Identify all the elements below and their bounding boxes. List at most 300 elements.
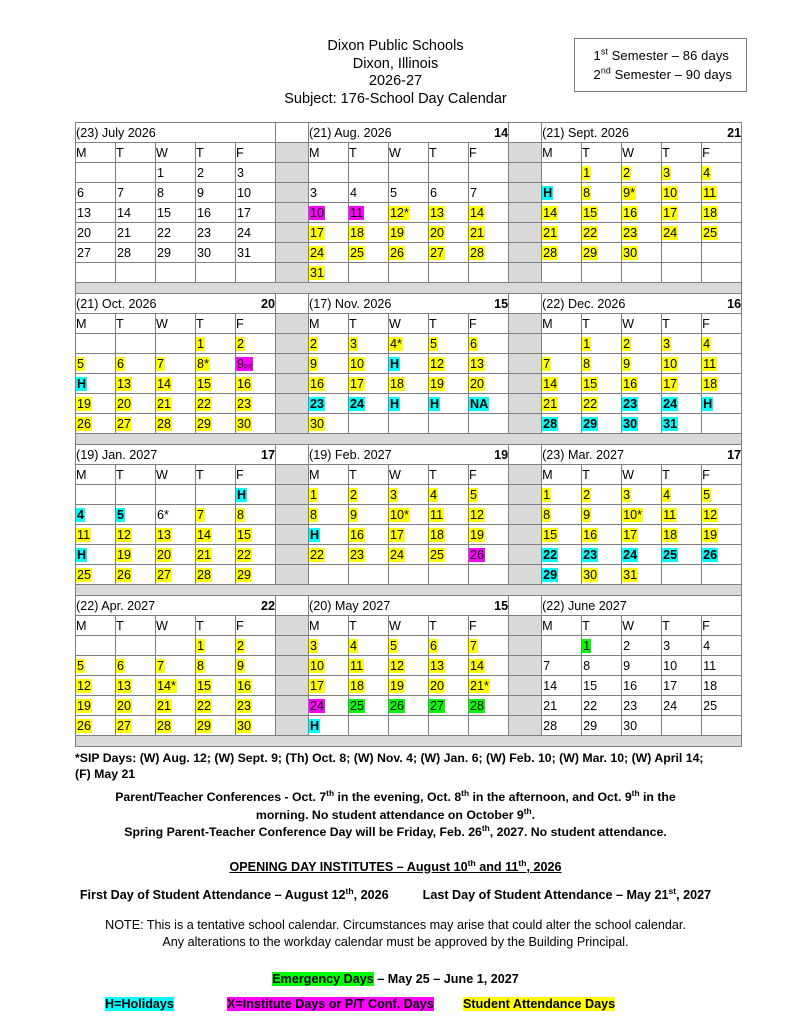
day-value: 4: [703, 336, 711, 351]
calendar-day-cell: [309, 696, 349, 716]
calendar-day-cell: [662, 394, 702, 414]
calendar-day-cell: [156, 485, 196, 505]
day-value: 23: [583, 547, 598, 562]
calendar-day-cell: [389, 374, 429, 394]
weekday-header: F: [702, 314, 742, 334]
calendar-day-cell: [702, 263, 742, 283]
weekday-header: F: [236, 616, 276, 636]
day-value: 9: [623, 658, 631, 673]
calendar-day-cell: [622, 636, 662, 656]
column-spacer: [276, 203, 309, 223]
calendar-day-cell: [196, 525, 236, 545]
calendar-day-cell: [702, 414, 742, 434]
month-name: (21) Oct. 2026: [76, 296, 157, 311]
day-value: 12: [77, 678, 92, 693]
day-value: 18: [703, 678, 718, 693]
calendar-day-cell: [349, 505, 389, 525]
calendar-day-cell: [349, 414, 389, 434]
day-value: 30: [237, 718, 252, 733]
day-value: 14: [470, 205, 485, 220]
week-row: [76, 203, 742, 223]
calendar-day-cell: [582, 565, 622, 585]
weekday-header: M: [76, 143, 116, 163]
day-value: 16: [623, 205, 638, 220]
day-value: 8: [583, 658, 591, 673]
calendar-day-cell: [196, 716, 236, 736]
calendar-day-cell: [622, 334, 662, 354]
note-line-2: Any alterations to the workday calendar must be approved by the Building Principal.: [162, 935, 629, 949]
week-row: [76, 505, 742, 525]
calendar-day-cell: [429, 334, 469, 354]
day-value: 25: [703, 225, 718, 240]
calendar-day-cell: [469, 565, 509, 585]
column-spacer: [509, 183, 542, 203]
day-value: 5: [117, 507, 125, 522]
day-value: 25: [350, 698, 365, 713]
day-value: 25: [430, 547, 445, 562]
day-value: 30: [310, 416, 325, 431]
calendar-day-cell: [662, 243, 702, 263]
day-value: 13: [470, 356, 485, 371]
calendar-day-cell: [429, 243, 469, 263]
day-value: 24: [350, 396, 365, 411]
day-value: 3: [663, 638, 671, 653]
day-value: H: [703, 396, 713, 411]
day-value: 20: [77, 225, 92, 240]
day-value: 19: [470, 527, 485, 542]
calendar-day-cell: [76, 374, 116, 394]
day-value: 27: [430, 698, 445, 713]
day-value: 1: [583, 638, 591, 653]
calendar-day-cell: [349, 223, 389, 243]
calendar-day-cell: [236, 223, 276, 243]
day-value: 3: [623, 487, 631, 502]
weekday-header: T: [582, 143, 622, 163]
day-value: 3: [390, 487, 398, 502]
day-value: H: [310, 527, 320, 542]
weekday-header: W: [622, 465, 662, 485]
semester-days-box: [574, 38, 747, 92]
day-value: 25: [703, 698, 718, 713]
month-title-row: [76, 123, 742, 143]
day-value: 7: [470, 185, 478, 200]
calendar-day-cell: [76, 636, 116, 656]
calendar-day-cell: [236, 354, 276, 374]
calendar-day-cell: [662, 183, 702, 203]
district-name: Dixon Public Schools: [327, 38, 464, 54]
day-value: 9: [197, 185, 205, 200]
day-value: 22: [197, 396, 212, 411]
calendar-day-cell: [116, 636, 156, 656]
column-spacer: [276, 616, 309, 636]
calendar-day-cell: [156, 636, 196, 656]
day-value: 11: [77, 527, 91, 542]
weekday-header: T: [116, 143, 156, 163]
week-row: [76, 243, 742, 263]
calendar-day-cell: [389, 565, 429, 585]
weekday-header: W: [389, 143, 429, 163]
day-value: 11: [350, 205, 364, 220]
day-value: 28: [157, 416, 172, 431]
day-value: 11: [350, 658, 364, 673]
day-value: 24: [390, 547, 405, 562]
calendar-day-cell: [156, 525, 196, 545]
calendar-day-cell: [349, 203, 389, 223]
day-value: 21: [543, 396, 558, 411]
day-value: 16: [583, 527, 598, 542]
calendar-day-cell: [76, 565, 116, 585]
day-value: 4: [350, 638, 358, 653]
calendar-day-cell: [236, 203, 276, 223]
month-header: [542, 445, 742, 465]
calendar-day-cell: [469, 636, 509, 656]
day-value: 7: [157, 658, 165, 673]
day-value: 30: [623, 416, 638, 431]
day-value: 28: [543, 245, 558, 260]
day-value: 26: [117, 567, 132, 582]
calendar-day-cell: [196, 485, 236, 505]
calendar-day-cell: [662, 676, 702, 696]
calendar-day-cell: [309, 505, 349, 525]
column-spacer: [509, 545, 542, 565]
calendar-day-cell: [76, 414, 116, 434]
calendar-day-cell: [236, 163, 276, 183]
day-value: 16: [623, 678, 638, 693]
ptc-line-1: Parent/Teacher Conferences - Oct. 7th in the evening, Oct. 8th in the afternoon, and Oct. 9th in the: [115, 787, 676, 804]
column-spacer: [276, 294, 309, 314]
footer-notes: [75, 750, 716, 1017]
calendar-day-cell: [389, 163, 429, 183]
weekday-header: T: [429, 465, 469, 485]
weekday-header: F: [469, 616, 509, 636]
calendar-day-cell: [702, 243, 742, 263]
last-day-attendance: Last Day of Student Attendance – May 21st, 2027: [422, 885, 712, 902]
day-value: 8: [310, 507, 318, 522]
weekday-header: T: [116, 314, 156, 334]
calendar-day-cell: [236, 394, 276, 414]
day-value: 14: [543, 376, 558, 391]
semester-2-line: 2nd Semester – 90 days: [593, 65, 732, 82]
day-value: H: [390, 356, 400, 371]
weekday-header: W: [389, 465, 429, 485]
day-value: 22: [583, 396, 598, 411]
calendar-day-cell: [702, 525, 742, 545]
day-value: 22: [583, 225, 598, 240]
column-spacer: [509, 414, 542, 434]
month-header: [76, 294, 276, 314]
day-value: 23: [310, 396, 325, 411]
day-value: 8: [197, 658, 205, 673]
weekday-header-row: [76, 143, 742, 163]
day-value: 23: [237, 698, 252, 713]
calendar-day-cell: [236, 485, 276, 505]
legend-institute-days: X=Institute Days or P/T Conf. Days: [227, 996, 434, 1011]
weekday-header: T: [116, 465, 156, 485]
column-spacer: [509, 716, 542, 736]
calendar-day-cell: [76, 263, 116, 283]
calendar-day-cell: [622, 696, 662, 716]
calendar-day-cell: [349, 656, 389, 676]
day-value: 13: [77, 205, 92, 220]
calendar-day-cell: [542, 636, 582, 656]
month-day-count: 20: [261, 296, 276, 311]
day-value: 23: [350, 547, 365, 562]
calendar-day-cell: [469, 716, 509, 736]
column-spacer: [509, 223, 542, 243]
calendar-day-cell: [582, 263, 622, 283]
day-value: 27: [157, 567, 172, 582]
day-value: 28: [543, 416, 558, 431]
calendar-day-cell: [389, 414, 429, 434]
day-value: 11: [703, 356, 717, 371]
month-day-count: 15: [494, 598, 509, 613]
day-value: 19: [703, 527, 718, 542]
calendar-day-cell: [429, 374, 469, 394]
day-value: 31: [623, 567, 638, 582]
day-value: 14: [470, 658, 485, 673]
day-value: 13: [117, 678, 132, 693]
spring-conference-note: Spring Parent-Teacher Conference Day will be Friday, Feb. 26th, 2027. No student attendance.: [124, 822, 667, 839]
calendar-day-cell: [622, 163, 662, 183]
day-value: 13: [157, 527, 172, 542]
column-spacer: [276, 123, 309, 143]
calendar-day-cell: [236, 414, 276, 434]
calendar-day-cell: [236, 374, 276, 394]
calendar-day-cell: [662, 374, 702, 394]
calendar-day-cell: [389, 676, 429, 696]
calendar-day-cell: [662, 565, 702, 585]
legend-student-attendance: Student Attendance Days: [463, 996, 616, 1011]
day-value: 7: [470, 638, 478, 653]
day-value: 2: [583, 487, 591, 502]
weekday-header: W: [622, 616, 662, 636]
weekday-header-row: [76, 465, 742, 485]
calendar-day-cell: [429, 223, 469, 243]
row-spacer-cell: [76, 736, 742, 747]
column-spacer: [276, 505, 309, 525]
day-value: 28: [197, 567, 212, 582]
calendar-day-cell: [389, 394, 429, 414]
column-spacer: [509, 505, 542, 525]
day-value: 14: [157, 376, 172, 391]
note-line-1: NOTE: This is a tentative school calendar. Circumstances may arise that could alter the school calendar.: [105, 917, 686, 932]
calendar-day-cell: [389, 183, 429, 203]
day-value: 17: [237, 205, 252, 220]
calendar-day-cell: [542, 676, 582, 696]
calendar-day-cell: [76, 394, 116, 414]
day-value: H: [430, 396, 440, 411]
calendar-day-cell: [116, 525, 156, 545]
calendar-day-cell: [196, 183, 236, 203]
calendar-day-cell: [76, 676, 116, 696]
column-spacer: [509, 525, 542, 545]
calendar-day-cell: [156, 203, 196, 223]
calendar-day-cell: [582, 203, 622, 223]
day-value: 17: [663, 205, 678, 220]
day-value: 26: [390, 698, 405, 713]
column-spacer: [276, 243, 309, 263]
day-value: 14: [117, 205, 132, 220]
column-spacer: [509, 445, 542, 465]
day-value: 31: [663, 416, 678, 431]
column-spacer: [276, 676, 309, 696]
day-value: 18: [703, 376, 718, 391]
calendar-day-cell: [389, 525, 429, 545]
day-value: 4*: [390, 336, 402, 351]
calendar-day-cell: [662, 414, 702, 434]
calendar-day-cell: [309, 716, 349, 736]
calendar-day-cell: [76, 223, 116, 243]
day-value: 23: [623, 396, 638, 411]
column-spacer: [509, 314, 542, 334]
calendar-day-cell: [662, 203, 702, 223]
calendar-day-cell: [622, 485, 662, 505]
emergency-days-range: – May 25 – June 1, 2027: [373, 971, 519, 986]
column-spacer: [509, 243, 542, 263]
day-value: 1: [157, 165, 165, 180]
month-day-count: 16: [727, 296, 742, 311]
weekday-header: T: [196, 314, 236, 334]
day-value: 29: [197, 718, 212, 733]
weekday-header: T: [196, 465, 236, 485]
day-value: 21: [197, 547, 212, 562]
weekday-header: T: [662, 616, 702, 636]
day-value: 12: [703, 507, 718, 522]
calendar-day-cell: [196, 263, 236, 283]
day-value: 2: [623, 165, 631, 180]
calendar-day-cell: [116, 263, 156, 283]
calendar-day-cell: [702, 716, 742, 736]
calendar-day-cell: [622, 414, 662, 434]
calendar-day-cell: [389, 223, 429, 243]
calendar-day-cell: [156, 183, 196, 203]
calendar-day-cell: [429, 656, 469, 676]
calendar-day-cell: [196, 223, 236, 243]
sip-days-line-2: (F) May 21: [75, 767, 136, 781]
calendar-day-cell: [702, 394, 742, 414]
day-value: 10*: [390, 507, 409, 522]
day-value: 29: [197, 416, 212, 431]
calendar-day-cell: [469, 485, 509, 505]
calendar-day-cell: [349, 696, 389, 716]
weekday-header: T: [429, 616, 469, 636]
day-value: 6*: [157, 507, 169, 522]
calendar-day-cell: [702, 505, 742, 525]
day-value: 10: [310, 658, 325, 673]
calendar-day-cell: [429, 505, 469, 525]
calendar-day-cell: [469, 243, 509, 263]
calendar-day-cell: [76, 696, 116, 716]
column-spacer: [276, 696, 309, 716]
day-value: 16: [310, 376, 325, 391]
calendar-day-cell: [542, 414, 582, 434]
month-name: (20) May 2027: [309, 598, 391, 613]
calendar-day-cell: [349, 545, 389, 565]
legend-holidays: H=Holidays: [105, 996, 174, 1011]
institutes-underlined: OPENING DAY INSTITUTES – August 10th and 11th, 2026: [229, 857, 562, 874]
day-value: 19: [430, 376, 445, 391]
week-row: [76, 263, 742, 283]
weekday-header: T: [349, 616, 389, 636]
day-value: 14: [543, 678, 558, 693]
calendar-day-cell: [309, 656, 349, 676]
calendar-day-cell: [622, 545, 662, 565]
day-value: 17: [623, 527, 638, 542]
emergency-days-label: Emergency Days: [272, 971, 374, 986]
calendar-day-cell: [582, 183, 622, 203]
day-value: 9*: [623, 185, 635, 200]
calendar-day-cell: [349, 525, 389, 545]
calendar-day-cell: [196, 414, 236, 434]
day-value: 15: [197, 678, 212, 693]
calendar-day-cell: [622, 243, 662, 263]
day-value: 1: [583, 165, 591, 180]
weekday-header: M: [309, 465, 349, 485]
calendar-day-cell: [116, 505, 156, 525]
day-value: 16: [237, 376, 252, 391]
day-value: 5: [470, 487, 478, 502]
calendar-day-cell: [622, 183, 662, 203]
calendar-day-cell: [389, 636, 429, 656]
calendar-day-cell: [196, 334, 236, 354]
calendar-day-cell: [389, 716, 429, 736]
column-spacer: [509, 354, 542, 374]
calendar-day-cell: [196, 676, 236, 696]
day-value: 28: [470, 698, 485, 713]
day-value: 16: [197, 205, 212, 220]
column-spacer: [509, 263, 542, 283]
calendar-day-cell: [196, 203, 236, 223]
calendar-day-cell: [429, 716, 469, 736]
weekday-header: T: [429, 143, 469, 163]
day-value: 15: [197, 376, 212, 391]
calendar-day-cell: [309, 394, 349, 414]
day-value: 20: [430, 678, 445, 693]
day-value: 24: [663, 396, 678, 411]
calendar-day-cell: [622, 676, 662, 696]
week-row: [76, 565, 742, 585]
calendar-day-cell: [702, 565, 742, 585]
column-spacer: [509, 696, 542, 716]
calendar-day-cell: [542, 716, 582, 736]
calendar-day-cell: [542, 163, 582, 183]
sip-days-note: [75, 750, 716, 782]
calendar-day-cell: [116, 374, 156, 394]
calendar-day-cell: [349, 716, 389, 736]
calendar-day-cell: [429, 676, 469, 696]
calendar-day-cell: [116, 485, 156, 505]
day-value: 3: [350, 336, 358, 351]
column-spacer: [509, 676, 542, 696]
calendar-day-cell: [116, 394, 156, 414]
emergency-days-note: [75, 972, 716, 986]
column-spacer: [509, 394, 542, 414]
day-value: 4: [663, 487, 671, 502]
day-value: H: [543, 185, 553, 200]
day-value: 18: [350, 678, 365, 693]
column-spacer: [276, 223, 309, 243]
calendar-day-cell: [622, 354, 662, 374]
day-value: 11: [703, 185, 717, 200]
day-value: 7: [157, 356, 165, 371]
calendar-day-cell: [469, 394, 509, 414]
day-value: 23: [237, 396, 252, 411]
day-value: 29: [583, 718, 598, 733]
row-spacer-cell: [76, 585, 742, 596]
calendar-day-cell: [702, 676, 742, 696]
weekday-header: W: [389, 314, 429, 334]
weekday-header: M: [76, 465, 116, 485]
